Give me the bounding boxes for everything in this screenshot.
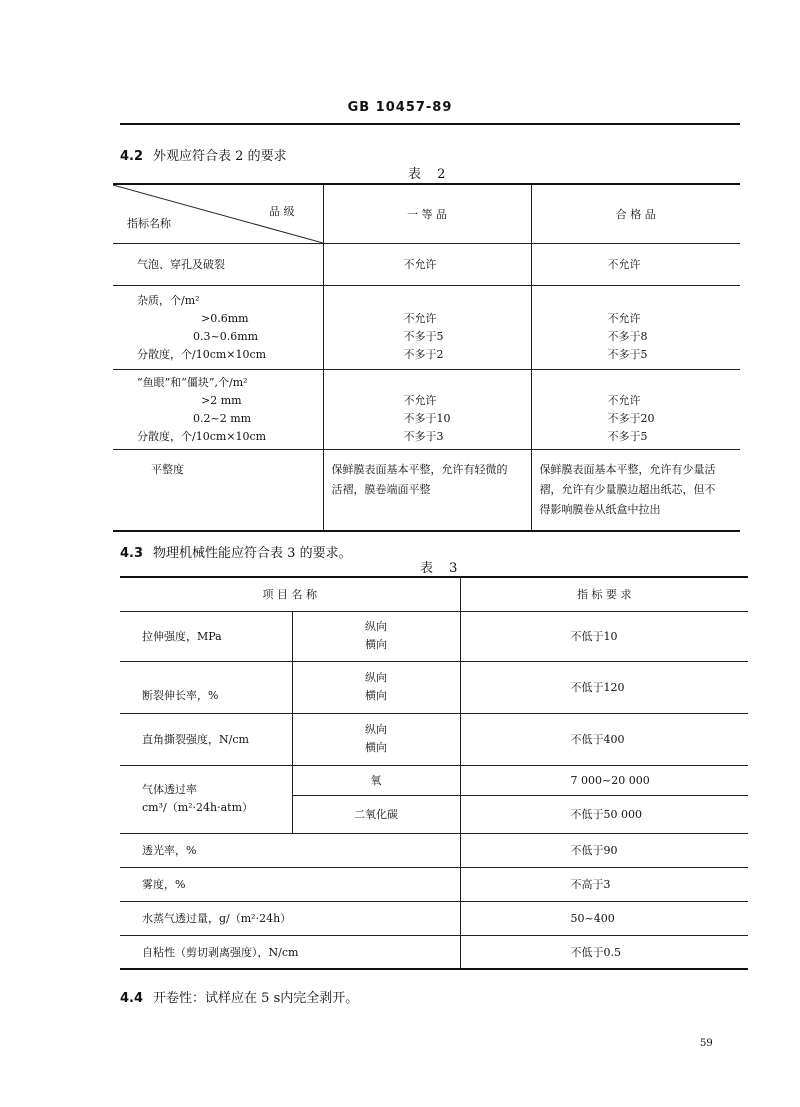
table-2-row-qualified: 不允许: [531, 244, 740, 286]
section-4-2: [120, 145, 287, 164]
table-3-row-direction: 纵向 横向: [292, 661, 460, 713]
section-number: 4.2: [120, 149, 144, 164]
table-3-row-requirement: 不低于0.5: [460, 935, 748, 969]
table-3-caption: 表 3: [420, 561, 464, 576]
table-3-row-requirement: 不高于3: [460, 867, 748, 901]
table-2-row-first-grade: 不允许: [323, 244, 531, 286]
table-2-row-first-grade: 保鲜膜表面基本平整，允许有轻微的 活褶，膜卷端面平整: [323, 450, 531, 532]
header-rule: [120, 123, 740, 125]
table-2-row-name: 平整度: [113, 450, 323, 532]
section-text: 外观应符合表 2 的要求: [153, 149, 287, 164]
table-3-row-requirement: 不低于120: [460, 661, 748, 713]
section-4-4: [120, 987, 358, 1006]
table-3-row-name: 断裂伸长率，%: [120, 661, 292, 713]
table-2-row-qualified: 不允许 不多于20 不多于5: [531, 370, 740, 450]
table-3-row-name: 拉伸强度，MPa: [120, 611, 292, 661]
table-3-row-requirement: 不低于10: [460, 611, 748, 661]
table-3-row-gas: 氧: [292, 765, 460, 795]
section-text: 物理机械性能应符合表 3 的要求。: [153, 546, 352, 561]
table-3-header-item: 项 目 名 称: [120, 577, 460, 611]
section-number: 4.3: [120, 546, 144, 561]
table-2-row-name: 气泡、穿孔及破裂: [113, 244, 323, 286]
table-2-row-name: “鱼眼”和“僵块”,个/m² >2 mm 0.2~2 mm 分散度，个/10cm×10cm: [113, 370, 323, 450]
table-3-row-name: 气体透过率 cm³/（m²·24h·atm）: [120, 765, 292, 833]
table-3-row-requirement: 不低于50 000: [460, 795, 748, 833]
table-2-caption: 表 2: [408, 167, 452, 182]
table-3-row-requirement: 50~400: [460, 901, 748, 935]
table-3-row-name: 直角撕裂强度，N/cm: [120, 713, 292, 765]
table-2-corner-cell: [113, 184, 323, 244]
table-3-row-name: 透光率，%: [120, 833, 460, 867]
table-3-row-gas: 二氧化碳: [292, 795, 460, 833]
section-4-3: [120, 542, 352, 561]
table-2-header-qualified: 合 格 品: [531, 184, 740, 244]
standard-number-header: GB 10457-89: [347, 100, 453, 115]
table-3-row-requirement: 7 000~20 000: [460, 765, 748, 795]
table-3-row-name: 雾度，%: [120, 867, 460, 901]
table-3-row-requirement: 不低于400: [460, 713, 748, 765]
table-3-row-name: 自粘性（剪切剥离强度），N/cm: [120, 935, 460, 969]
table-2-row-first-grade: 不允许 不多于10 不多于3: [323, 370, 531, 450]
table-3-row-direction: 纵向 横向: [292, 713, 460, 765]
page-number: 59: [700, 1038, 713, 1049]
corner-grade-label: 品 级: [269, 205, 295, 218]
table-3-row-name: 水蒸气透过量，g/（m²·24h）: [120, 901, 460, 935]
table-2-header-first-grade: 一 等 品: [323, 184, 531, 244]
table-3-header-requirement: 指 标 要 求: [460, 577, 748, 611]
section-number: 4.4: [120, 991, 144, 1006]
table-3: [120, 576, 748, 970]
table-3-row-requirement: 不低于90: [460, 833, 748, 867]
corner-item-label: 指标名称: [127, 217, 171, 230]
table-2-row-qualified: 保鲜膜表面基本平整，允许有少量活 褶，允许有少量膜边超出纸芯，但不 得影响膜卷从纸盒中拉出: [531, 450, 740, 532]
table-2: [113, 183, 740, 532]
table-2-row-qualified: 不允许 不多于8 不多于5: [531, 286, 740, 370]
table-3-row-direction: 纵向 横向: [292, 611, 460, 661]
section-text: 开卷性：试样应在 5 s内完全剥开。: [153, 991, 359, 1006]
table-2-row-name: 杂质，个/m² >0.6mm 0.3~0.6mm 分散度，个/10cm×10cm: [113, 286, 323, 370]
table-2-row-first-grade: 不允许 不多于5 不多于2: [323, 286, 531, 370]
